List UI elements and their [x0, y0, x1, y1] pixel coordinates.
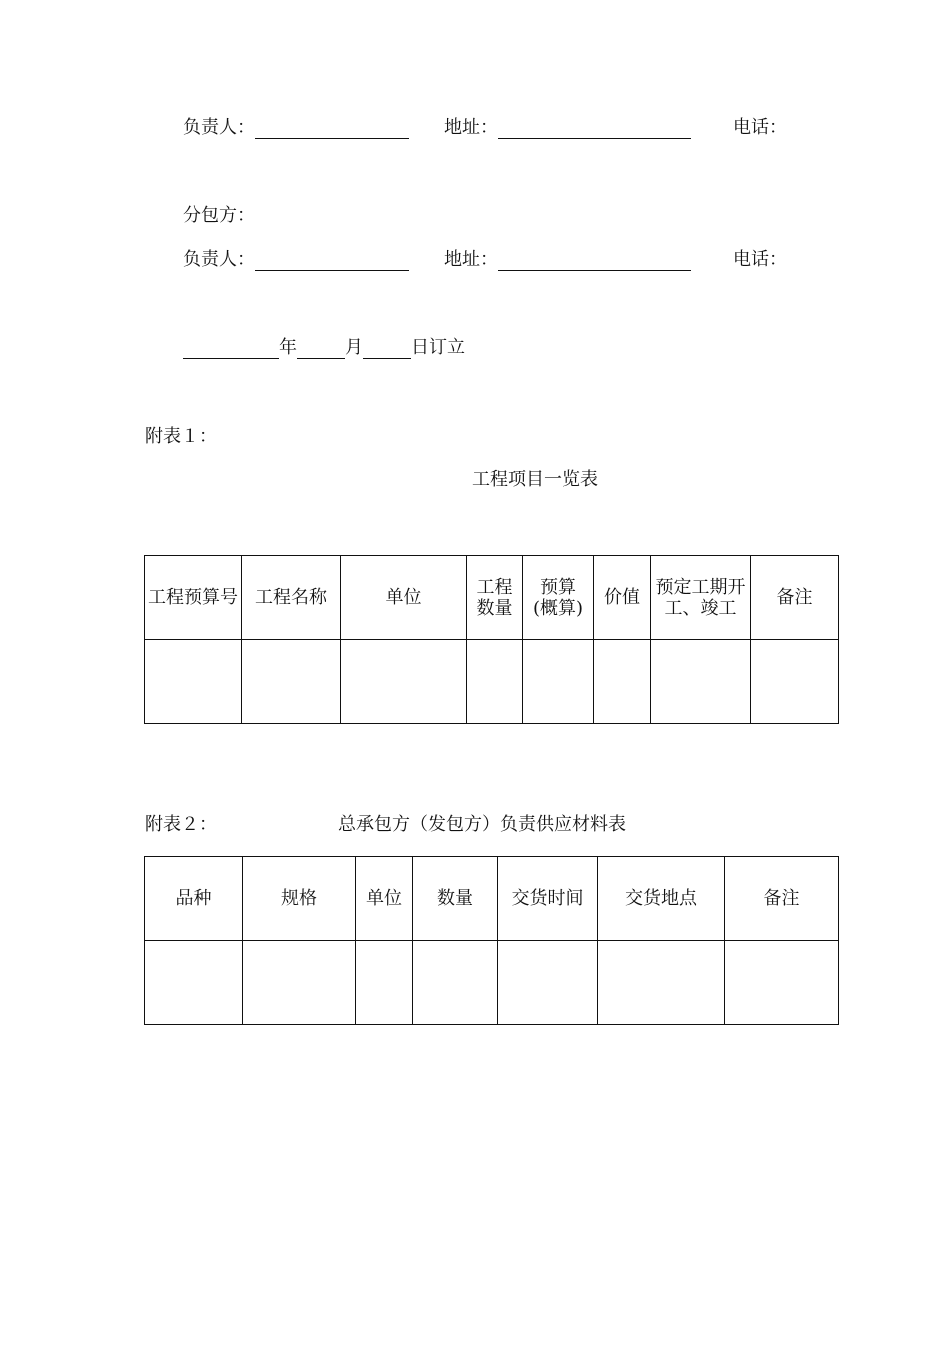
address-group-subcontractor [444, 249, 691, 271]
table-cell[interactable] [751, 640, 839, 724]
table-cell[interactable] [356, 941, 413, 1025]
address-group-party-a [444, 117, 691, 139]
table-cell[interactable] [145, 640, 242, 724]
table-header-row [145, 857, 839, 941]
month-label: 月 [345, 337, 363, 358]
contact-line-party-a [183, 117, 409, 139]
header-cell: 预定工期开 工、竣工 [651, 556, 751, 640]
header-cell: 交货地点 [598, 857, 725, 941]
table-cell[interactable] [594, 640, 651, 724]
table-cell[interactable] [145, 941, 243, 1025]
table-cell[interactable] [341, 640, 467, 724]
person-label: 负责人： [183, 249, 255, 270]
date-line [183, 337, 465, 359]
header-cell: 单位 [341, 556, 467, 640]
table-cell[interactable] [413, 941, 498, 1025]
header-cell: 预算 (概算) [523, 556, 594, 640]
phone-label: 电话： [733, 117, 787, 138]
appendix2-label: 附表２： [145, 814, 217, 835]
project-list-table [144, 555, 839, 724]
table-row [145, 640, 839, 724]
header-cell: 交货时间 [498, 857, 598, 941]
header-cell: 品种 [145, 857, 243, 941]
address-label: 地址： [444, 249, 498, 270]
header-cell: 单位 [356, 857, 413, 941]
table-cell[interactable] [243, 941, 356, 1025]
table-cell[interactable] [523, 640, 594, 724]
appendix1-label: 附表１： [145, 426, 217, 447]
year-label: 年 [279, 337, 297, 358]
address-label: 地址： [444, 117, 498, 138]
appendix2-title: 总承包方（发包方）负责供应材料表 [338, 814, 626, 835]
table-cell[interactable] [725, 941, 839, 1025]
materials-supply-table [144, 856, 839, 1025]
header-cell: 备注 [751, 556, 839, 640]
month-blank[interactable] [297, 338, 345, 359]
table-header-row [145, 556, 839, 640]
header-cell: 规格 [243, 857, 356, 941]
header-cell: 工程名称 [242, 556, 341, 640]
table-cell[interactable] [498, 941, 598, 1025]
person-label: 负责人： [183, 117, 255, 138]
table-cell[interactable] [467, 640, 523, 724]
header-cell: 价值 [594, 556, 651, 640]
appendix1-title: 工程项目一览表 [472, 469, 598, 490]
table-cell[interactable] [651, 640, 751, 724]
subcontractor-title: 分包方： [183, 205, 255, 226]
day-blank[interactable] [363, 338, 411, 359]
day-signed-label: 日订立 [411, 337, 465, 358]
header-cell: 工程预算号 [145, 556, 242, 640]
header-cell: 数量 [413, 857, 498, 941]
phone-label: 电话： [733, 249, 787, 270]
header-cell: 备注 [725, 857, 839, 941]
address-blank[interactable] [498, 250, 691, 271]
person-blank[interactable] [255, 118, 409, 139]
year-blank[interactable] [183, 338, 279, 359]
table-cell[interactable] [242, 640, 341, 724]
table-row [145, 941, 839, 1025]
contact-line-subcontractor [183, 249, 409, 271]
address-blank[interactable] [498, 118, 691, 139]
header-cell: 工程 数量 [467, 556, 523, 640]
person-blank[interactable] [255, 250, 409, 271]
table-cell[interactable] [598, 941, 725, 1025]
